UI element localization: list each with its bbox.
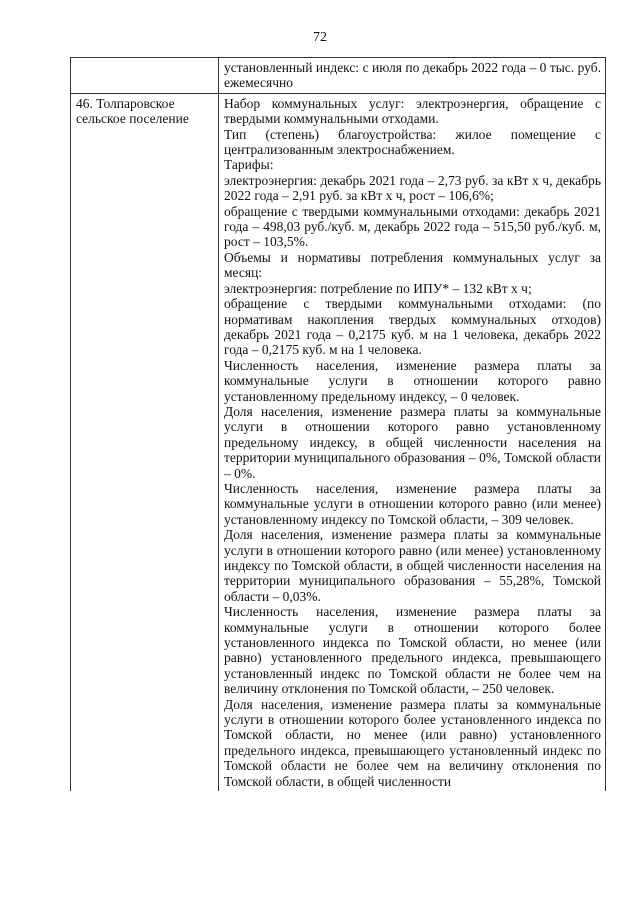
paragraph: Объемы и нормативы потребления коммунальных услуг за месяц:: [224, 249, 601, 281]
paragraph: Набор коммунальных услуг: электроэнергия, обращение с твердыми коммунальными отходами.: [224, 95, 601, 127]
paragraph: обращение с твердыми коммунальными отходами: декабрь 2021 года – 498,03 руб./куб. м, декабрь 2022 года – 515,50 руб./куб. м, рост – 103,5%.: [224, 203, 601, 250]
paragraph: электроэнергия: декабрь 2021 года – 2,73 руб. за кВт х ч, декабрь 2022 года – 2,91 руб. за кВт х ч, рост – 106,6%;: [224, 172, 601, 204]
municipality-cell: [71, 58, 219, 94]
page-number: 72: [313, 30, 327, 45]
description-cell: [219, 58, 606, 94]
paragraph: Доля населения, изменение размера платы за коммунальные услуги в отношении которого более установленного индекса по Томской области, но менее (или равно) установленного предельного индекса, превышающего установленный индекс по Томской области не более чем на величину отклонения по Томской области, в общей численности: [224, 696, 601, 789]
paragraph: Тип (степень) благоустройства: жилое помещение с централизованным электроснабжением.: [224, 126, 601, 158]
description-cell: [219, 93, 606, 791]
paragraph: электроэнергия: потребление по ИПУ* – 132 кВт х ч;: [224, 280, 532, 296]
municipality-table: [70, 57, 606, 791]
paragraph: установленный индекс: с июля по декабрь 2022 года – 0 тыс. руб. ежемесячно: [224, 60, 601, 91]
table-row: [71, 58, 606, 94]
table-row: [71, 93, 606, 791]
paragraph: Тарифы:: [224, 157, 274, 173]
paragraph: обращение с твердыми коммунальными отходами: (по нормативам накопления твердых коммунальных отходов) декабрь 2021 года – 0,2175 куб. м на 1 человека, декабрь 2022 года – 0,2175 куб. м на 1 человека.: [224, 296, 601, 358]
paragraph: Доля населения, изменение размера платы за коммунальные услуги в отношении которого равно установленному предельному индексу, в общей численности населения на территории муниципального образования – 0%, Томской области – 0%.: [224, 403, 601, 481]
paragraph: Доля населения, изменение размера платы за коммунальные услуги в отношении которого равно (или менее) установленному индексу по Томской области, в общей численности населения на территории муниципального образования – 55,28%, Томской области – 0,03%.: [224, 527, 601, 604]
paragraph: Численность населения, изменение размера платы за коммунальные услуги в отношении которого более установленного индекса по Томской области, но менее (или равно) установленного предельного индекса, превышающего установленный индекс по Томской области не более чем на величину отклонения по Томской области, – 250 человек.: [224, 604, 601, 697]
paragraph: Численность населения, изменение размера платы за коммунальные услуги в отношении которого равно (или менее) установленному индексу по Томской области, – 309 человек.: [224, 480, 601, 527]
municipality-cell: 46. Толпаровское сельское поселение: [71, 93, 219, 791]
paragraph: Численность населения, изменение размера платы за коммунальные услуги в отношении которого равно установленному предельному индексу, – 0 человек.: [224, 357, 601, 404]
